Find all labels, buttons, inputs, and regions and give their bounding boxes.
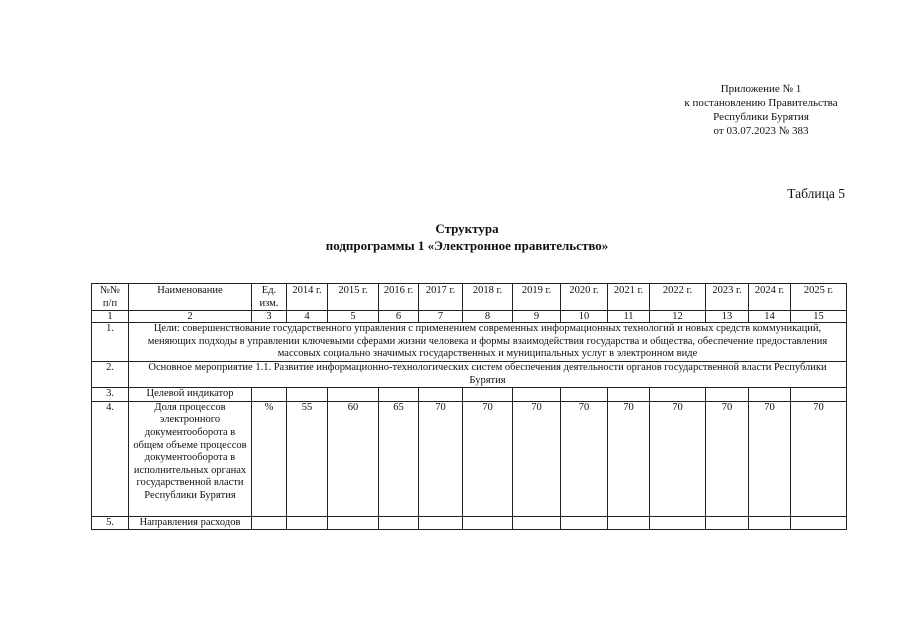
row-number: 4. (92, 401, 129, 516)
structure-table (91, 283, 847, 530)
row-name: Направления расходов (129, 516, 252, 530)
row-unit: % (252, 401, 287, 516)
column-number: 4 (287, 311, 328, 323)
column-number: 8 (463, 311, 513, 323)
appendix-line-4: от 03.07.2023 № 383 (713, 125, 809, 137)
column-number: 3 (252, 311, 287, 323)
column-number: 6 (379, 311, 419, 323)
document-title (0, 220, 906, 254)
header-year: 2016 г. (379, 284, 419, 311)
appendix-header (630, 82, 892, 138)
main-activity-text: Основное мероприятие 1.1. Развитие информационно-технологических систем обеспечения деятельности органов государственной власти Республики Бурятия (129, 361, 847, 387)
column-number: 7 (419, 311, 463, 323)
table-row-edo-share (92, 401, 847, 516)
title-line-1: Структура (435, 221, 499, 236)
row-number: 2. (92, 361, 129, 387)
column-number: 5 (328, 311, 379, 323)
header-year: 2025 г. (791, 284, 847, 311)
header-year: 2023 г. (706, 284, 749, 311)
table-row-target-indicator (92, 388, 847, 402)
header-num: №№ п/п (92, 284, 129, 311)
table-row-main-activity (92, 361, 847, 387)
value-cell: 70 (513, 401, 561, 516)
header-year: 2020 г. (561, 284, 608, 311)
value-cell: 65 (379, 401, 419, 516)
title-line-2: подпрограммы 1 «Электронное правительство» (325, 238, 609, 253)
appendix-line-3: Республики Бурятия (713, 111, 809, 123)
value-cell: 70 (650, 401, 706, 516)
table-row-expense-directions (92, 516, 847, 530)
column-number: 9 (513, 311, 561, 323)
row-number: 1. (92, 323, 129, 362)
header-year: 2017 г. (419, 284, 463, 311)
column-number: 14 (749, 311, 791, 323)
header-year: 2022 г. (650, 284, 706, 311)
header-year: 2019 г. (513, 284, 561, 311)
value-cell: 60 (328, 401, 379, 516)
column-number: 11 (608, 311, 650, 323)
header-name: Наименование (129, 284, 252, 311)
column-number: 2 (129, 311, 252, 323)
value-cell: 70 (791, 401, 847, 516)
column-number: 12 (650, 311, 706, 323)
header-year: 2015 г. (328, 284, 379, 311)
header-year: 2021 г. (608, 284, 650, 311)
header-unit: Ед. изм. (252, 284, 287, 311)
appendix-line-2: к постановлению Правительства (684, 97, 838, 109)
value-cell: 70 (463, 401, 513, 516)
value-cell: 70 (749, 401, 791, 516)
appendix-line-1: Приложение № 1 (720, 83, 802, 95)
column-number: 10 (561, 311, 608, 323)
table-label: Таблица 5 (787, 186, 845, 201)
row-number: 3. (92, 388, 129, 402)
value-cell: 70 (561, 401, 608, 516)
header-year: 2014 г. (287, 284, 328, 311)
column-number: 1 (92, 311, 129, 323)
row-number: 5. (92, 516, 129, 530)
goals-text: Цели: совершенствование государственного управления с применением современных информационных технологий и новых средств коммуникаций, меняющих подходы в управлении ключевыми сферами жизни человека и формы взаимодействия государства и общества, обеспечение предоставления массовых социально значимых государственных и муниципальных услуг в электронном виде (129, 323, 847, 362)
value-cell: 55 (287, 401, 328, 516)
value-cell: 70 (706, 401, 749, 516)
header-year: 2018 г. (463, 284, 513, 311)
header-row (92, 284, 847, 311)
column-number-row (92, 311, 847, 323)
row-name: Доля процессов электронного документооборота в общем объеме процессов документооборота в исполнительных органах государственной власти Республики Бурятия (129, 401, 252, 516)
row-name: Целевой индикатор (129, 388, 252, 402)
table-row-goals (92, 323, 847, 362)
column-number: 15 (791, 311, 847, 323)
column-number: 13 (706, 311, 749, 323)
value-cell: 70 (419, 401, 463, 516)
value-cell: 70 (608, 401, 650, 516)
header-year: 2024 г. (749, 284, 791, 311)
